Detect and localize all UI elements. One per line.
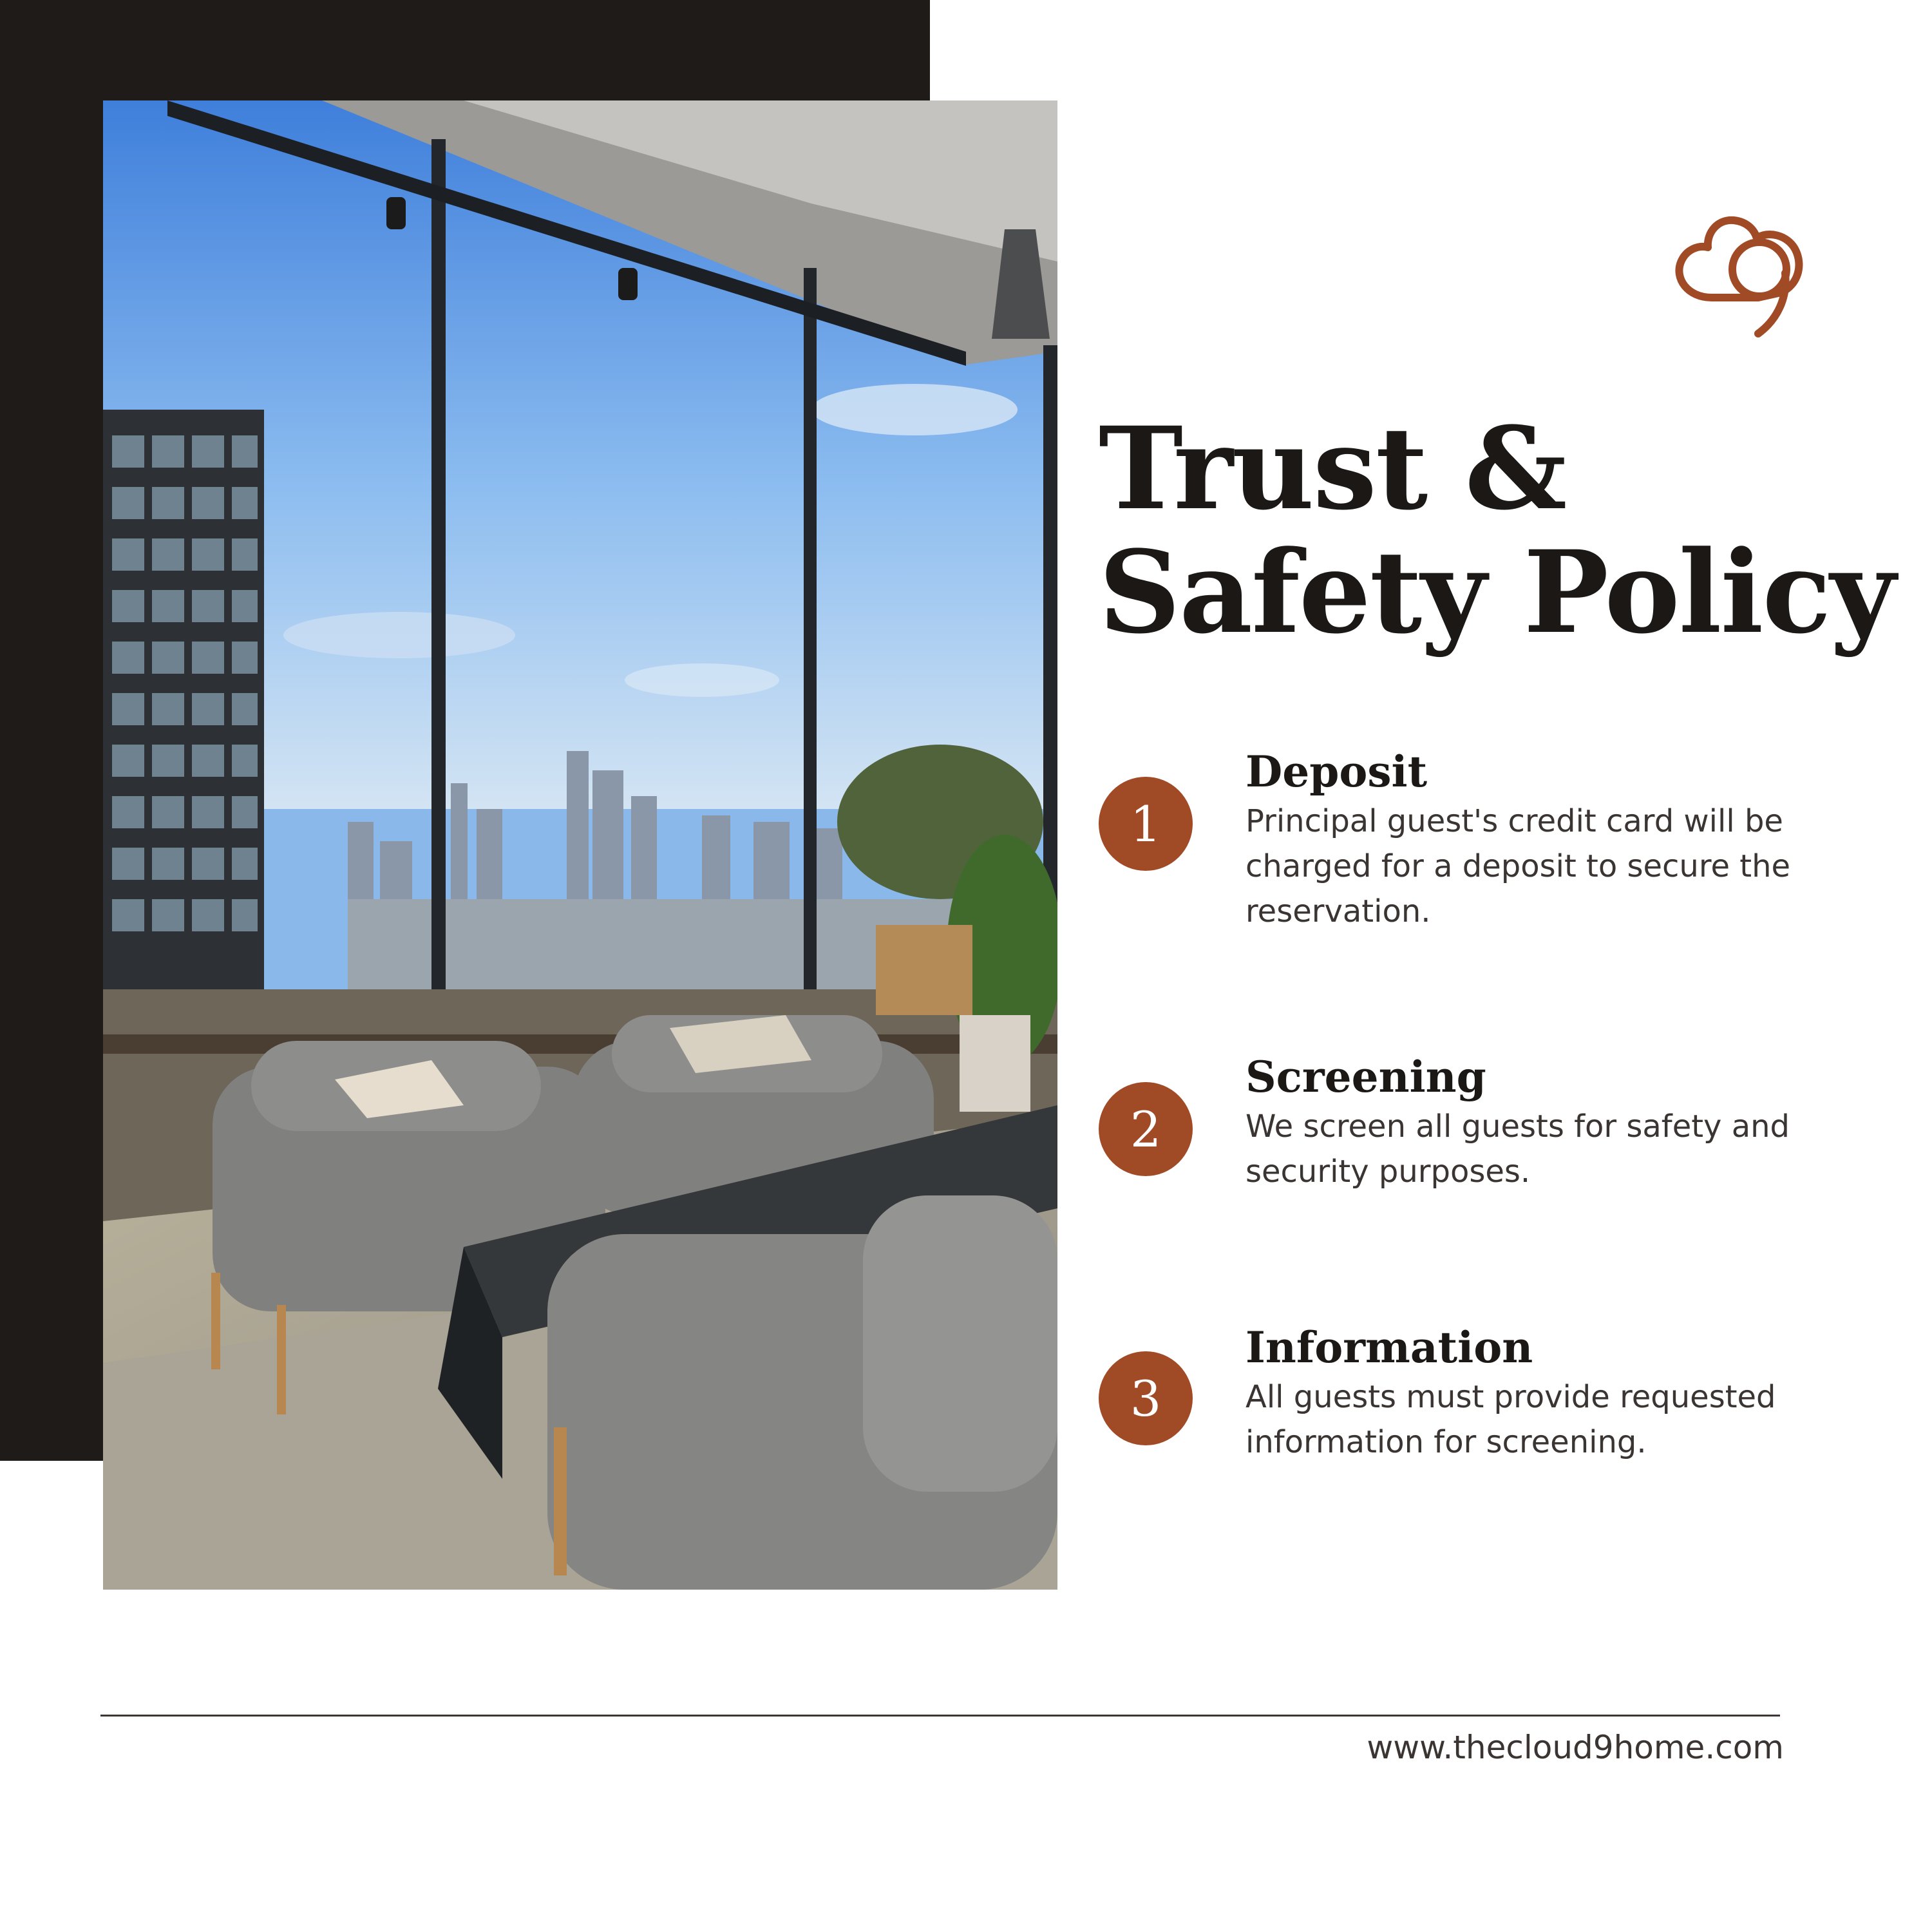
policy-item-deposit [1099, 746, 1871, 939]
item-title: Deposit [1245, 747, 1428, 797]
number-badge: 1 [1099, 777, 1193, 871]
number-badge: 2 [1099, 1082, 1193, 1176]
item-title: Screening [1245, 1052, 1486, 1102]
number-badge: 3 [1099, 1351, 1193, 1445]
cloud9-logo-icon [1662, 201, 1816, 347]
item-description: Principal guest's credit card will be charged for a deposit to secure the reservation. [1245, 803, 1791, 929]
item-description: We screen all guests for safety and security purposes. [1245, 1108, 1790, 1190]
rooftop-lounge-photo [103, 100, 1057, 1590]
footer-divider [100, 1715, 1780, 1717]
policy-item-information [1099, 1322, 1871, 1476]
website-link[interactable]: www.thecloud9home.com [1367, 1729, 1784, 1766]
policy-item-screening [1099, 1051, 1871, 1206]
item-title: Information [1245, 1322, 1533, 1373]
item-description: All guests must provide requested information for screening. [1245, 1379, 1776, 1460]
page-title [1099, 402, 1895, 659]
title-line-2: Safety Policy [1099, 526, 1895, 659]
title-line-1: Trust & [1099, 402, 1566, 535]
